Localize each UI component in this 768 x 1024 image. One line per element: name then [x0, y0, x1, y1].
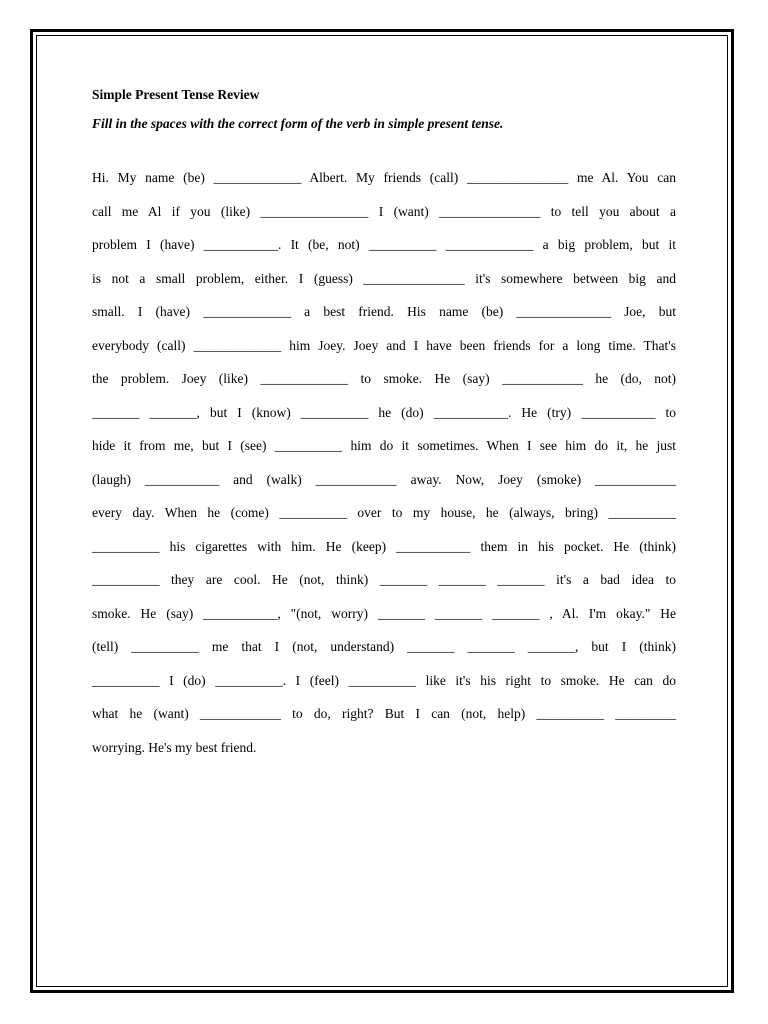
passage-line: __________ they are cool. He (not, think) _______ _______ _______ it's a bad idea to: [92, 572, 676, 587]
passage-line: the problem. Joey (like) _____________ to smoke. He (say) ____________ he (do, not): [92, 371, 676, 386]
passage-line: (tell) __________ me that I (not, understand) _______ _______ _______, but I (think): [92, 639, 676, 654]
worksheet-instruction: Fill in the spaces with the correct form of the verb in simple present tense.: [92, 116, 504, 131]
passage-line: (laugh) ___________ and (walk) ____________ away. Now, Joey (smoke) ____________: [92, 471, 676, 487]
passage-line: Hi. My name (be) _____________ Albert. My friends (call) _______________ me Al. You can: [92, 170, 676, 185]
passage-line: hide it from me, but I (see) __________ him do it sometimes. When I see him do it, he just: [92, 438, 676, 453]
passage-line: problem I (have) ___________. It (be, not) __________ _____________ a big problem, but it: [92, 237, 676, 252]
passage-line: _______ _______, but I (know) __________ he (do) ___________. He (try) ___________ to: [92, 404, 676, 420]
passage-line: __________ his cigarettes with him. He (keep) ___________ them in his pocket. He (think): [92, 538, 676, 554]
passage-line: everybody (call) _____________ him Joey. Joey and I have been friends for a long time. That's: [92, 337, 676, 353]
worksheet-title: Simple Present Tense Review: [92, 87, 260, 102]
passage-line: __________ I (do) __________. I (feel) __________ like it's his right to smoke. He can do: [92, 672, 676, 688]
passage-line: is not a small problem, either. I (guess) _______________ it's somewhere between big and: [92, 270, 676, 286]
passage-line: small. I (have) _____________ a best friend. His name (be) ______________ Joe, but: [92, 304, 676, 319]
passage-line: call me Al if you (like) ________________ I (want) _______________ to tell you about a: [92, 203, 676, 219]
passage-line: every day. When he (come) __________ over to my house, he (always, bring) __________: [92, 505, 676, 520]
passage-line: what he (want) ____________ to do, right? But I can (not, help) __________ _________: [92, 706, 676, 721]
passage-line: worrying. He's my best friend.: [92, 739, 257, 755]
fill-in-passage: [92, 164, 676, 767]
passage-line: smoke. He (say) ___________, "(not, worry) _______ _______ _______ , Al. I'm okay." He: [92, 605, 676, 621]
